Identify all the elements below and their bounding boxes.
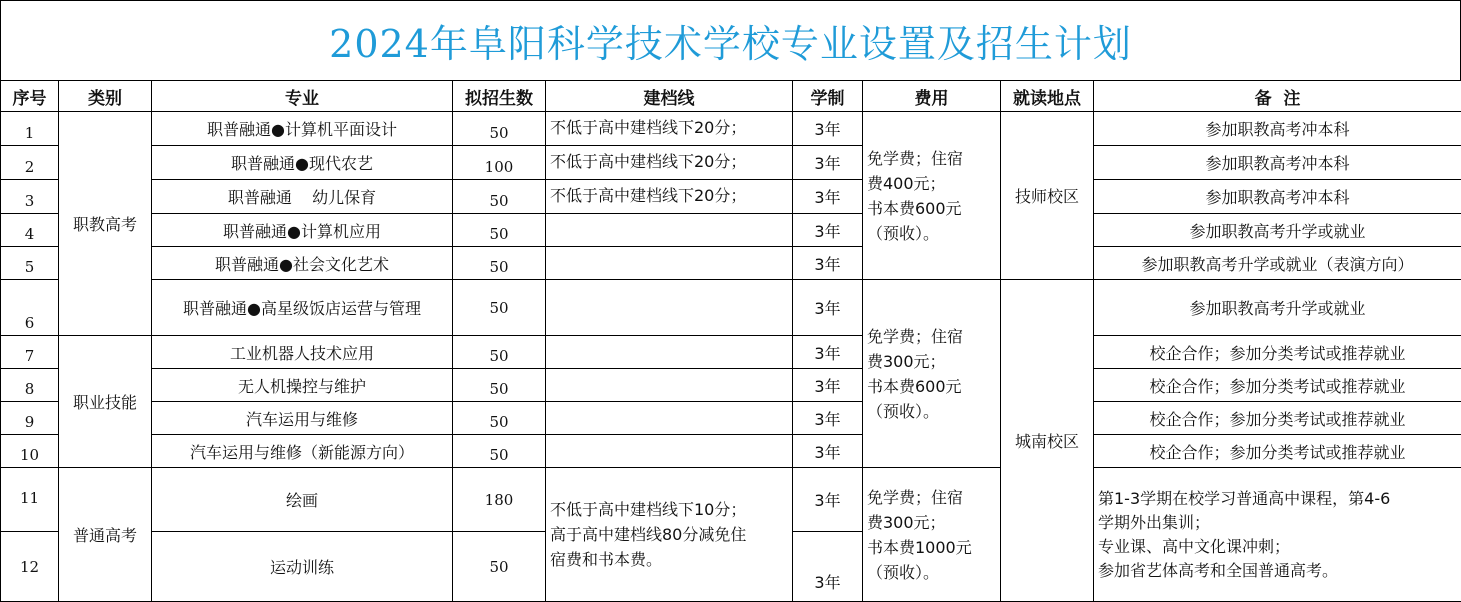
table-header-row [1, 81, 1461, 112]
major-cell: 职普融通●现代农艺 [152, 146, 453, 180]
major-cell: 职普融通●计算机应用 [152, 214, 453, 247]
years-cell: 3年 [793, 180, 863, 214]
years-cell: 3年 [793, 280, 863, 336]
years-cell: 3年 [793, 214, 863, 247]
header-fee: 费用 [863, 81, 1001, 112]
line-cell: 不低于高中建档线下20分； [546, 180, 793, 214]
line-text: 宿费和书本费。 [550, 547, 790, 572]
remark-cell: 参加职教高考升学或就业 [1094, 280, 1461, 336]
major-cell: 职普融通●高星级饭店运营与管理 [152, 280, 453, 336]
fee-line: 书本费600元 [867, 196, 998, 221]
remark-line: 学期外出集训； [1098, 511, 1459, 535]
category-cell: 普通高考 [59, 468, 152, 602]
header-count: 拟招生数 [453, 81, 546, 112]
count-cell: 50 [453, 112, 546, 146]
header-remark: 备 注 [1094, 81, 1461, 112]
header-line: 建档线 [546, 81, 793, 112]
line-cell [546, 280, 793, 336]
years-cell: 3年 [793, 146, 863, 180]
count-cell: 180 [453, 468, 546, 532]
row-no: 5 [1, 247, 59, 280]
major-cell: 职普融通●社会文化艺术 [152, 247, 453, 280]
remark-cell: 参加职教高考升学或就业（表演方向） [1094, 247, 1461, 280]
years-cell: 3年 [793, 336, 863, 369]
row-no: 6 [1, 280, 59, 336]
page-title: 2024年阜阳科学技术学校专业设置及招生计划 [0, 0, 1461, 80]
fee-cell [863, 280, 1001, 468]
major-cell: 汽车运用与维修 [152, 402, 453, 435]
table-row [1, 280, 1461, 336]
line-text: 不低于高中建档线下10分； [550, 497, 790, 522]
row-no: 11 [1, 468, 59, 532]
table-row [1, 214, 1461, 247]
header-years: 学制 [793, 81, 863, 112]
fee-cell [863, 112, 1001, 280]
category-cell: 职业技能 [59, 336, 152, 468]
fee-line: 免学费；住宿 [867, 146, 998, 171]
table-row [1, 369, 1461, 402]
line-text: 高于高中建档线80分减免住 [550, 522, 790, 547]
remark-cell: 参加职教高考冲本科 [1094, 112, 1461, 146]
enrollment-table [0, 80, 1461, 602]
row-no: 7 [1, 336, 59, 369]
major-cell: 绘画 [152, 468, 453, 532]
fee-line: 费400元； [867, 171, 998, 196]
count-cell: 50 [453, 369, 546, 402]
table-row [1, 402, 1461, 435]
line-cell: 不低于高中建档线下20分； [546, 146, 793, 180]
count-cell: 50 [453, 247, 546, 280]
fee-cell [863, 468, 1001, 602]
fee-line: 免学费；住宿 [867, 324, 998, 349]
fee-line: 费300元； [867, 349, 998, 374]
table-row [1, 180, 1461, 214]
location-cell: 技师校区 [1001, 112, 1094, 280]
remark-line: 第1-3学期在校学习普通高中课程，第4-6 [1098, 487, 1459, 511]
count-cell: 50 [453, 336, 546, 369]
fee-line: （预收）。 [867, 221, 998, 246]
major-cell: 职普融通 幼儿保育 [152, 180, 453, 214]
row-no: 12 [1, 532, 59, 602]
remark-cell: 参加职教高考冲本科 [1094, 180, 1461, 214]
line-cell [546, 369, 793, 402]
row-no: 4 [1, 214, 59, 247]
count-cell: 50 [453, 180, 546, 214]
remark-line: 专业课、高中文化课冲刺； [1098, 535, 1459, 559]
table-row [1, 336, 1461, 369]
location-cell: 城南校区 [1001, 280, 1094, 602]
years-cell: 3年 [793, 468, 863, 532]
fee-line: 书本费1000元 [867, 535, 998, 560]
line-cell [546, 402, 793, 435]
remark-cell: 校企合作；参加分类考试或推荐就业 [1094, 336, 1461, 369]
table-row [1, 146, 1461, 180]
remark-cell: 校企合作；参加分类考试或推荐就业 [1094, 369, 1461, 402]
count-cell: 50 [453, 214, 546, 247]
years-cell: 3年 [793, 247, 863, 280]
row-no: 9 [1, 402, 59, 435]
remark-cell: 校企合作；参加分类考试或推荐就业 [1094, 435, 1461, 468]
major-cell: 运动训练 [152, 532, 453, 602]
major-cell: 无人机操控与维护 [152, 369, 453, 402]
remark-cell [1094, 468, 1461, 602]
count-cell: 50 [453, 402, 546, 435]
count-cell: 50 [453, 532, 546, 602]
fee-line: 书本费600元 [867, 374, 998, 399]
row-no: 3 [1, 180, 59, 214]
line-cell [546, 247, 793, 280]
years-cell: 3年 [793, 402, 863, 435]
fee-line: （预收）。 [867, 560, 998, 585]
table-row [1, 247, 1461, 280]
category-cell: 职教高考 [59, 112, 152, 336]
years-cell: 3年 [793, 112, 863, 146]
count-cell: 50 [453, 435, 546, 468]
header-category: 类别 [59, 81, 152, 112]
line-cell [546, 336, 793, 369]
row-no: 10 [1, 435, 59, 468]
count-cell: 100 [453, 146, 546, 180]
major-cell: 汽车运用与维修（新能源方向） [152, 435, 453, 468]
line-cell [546, 468, 793, 602]
remark-cell: 参加职教高考升学或就业 [1094, 214, 1461, 247]
line-cell [546, 435, 793, 468]
remark-line: 参加省艺体高考和全国普通高考。 [1098, 559, 1459, 583]
years-cell: 3年 [793, 435, 863, 468]
fee-line: 费300元； [867, 510, 998, 535]
fee-line: （预收）。 [867, 399, 998, 424]
row-no: 2 [1, 146, 59, 180]
table-row [1, 435, 1461, 468]
count-cell: 50 [453, 280, 546, 336]
header-major: 专业 [152, 81, 453, 112]
years-cell: 3年 [793, 369, 863, 402]
remark-cell: 参加职教高考冲本科 [1094, 146, 1461, 180]
header-location: 就读地点 [1001, 81, 1094, 112]
major-cell: 职普融通●计算机平面设计 [152, 112, 453, 146]
major-cell: 工业机器人技术应用 [152, 336, 453, 369]
fee-line: 免学费；住宿 [867, 485, 998, 510]
table-row [1, 468, 1461, 532]
years-cell: 3年 [793, 532, 863, 602]
line-cell [546, 214, 793, 247]
row-no: 8 [1, 369, 59, 402]
remark-cell: 校企合作；参加分类考试或推荐就业 [1094, 402, 1461, 435]
header-no: 序号 [1, 81, 59, 112]
row-no: 1 [1, 112, 59, 146]
line-cell: 不低于高中建档线下20分； [546, 112, 793, 146]
table-row [1, 112, 1461, 146]
